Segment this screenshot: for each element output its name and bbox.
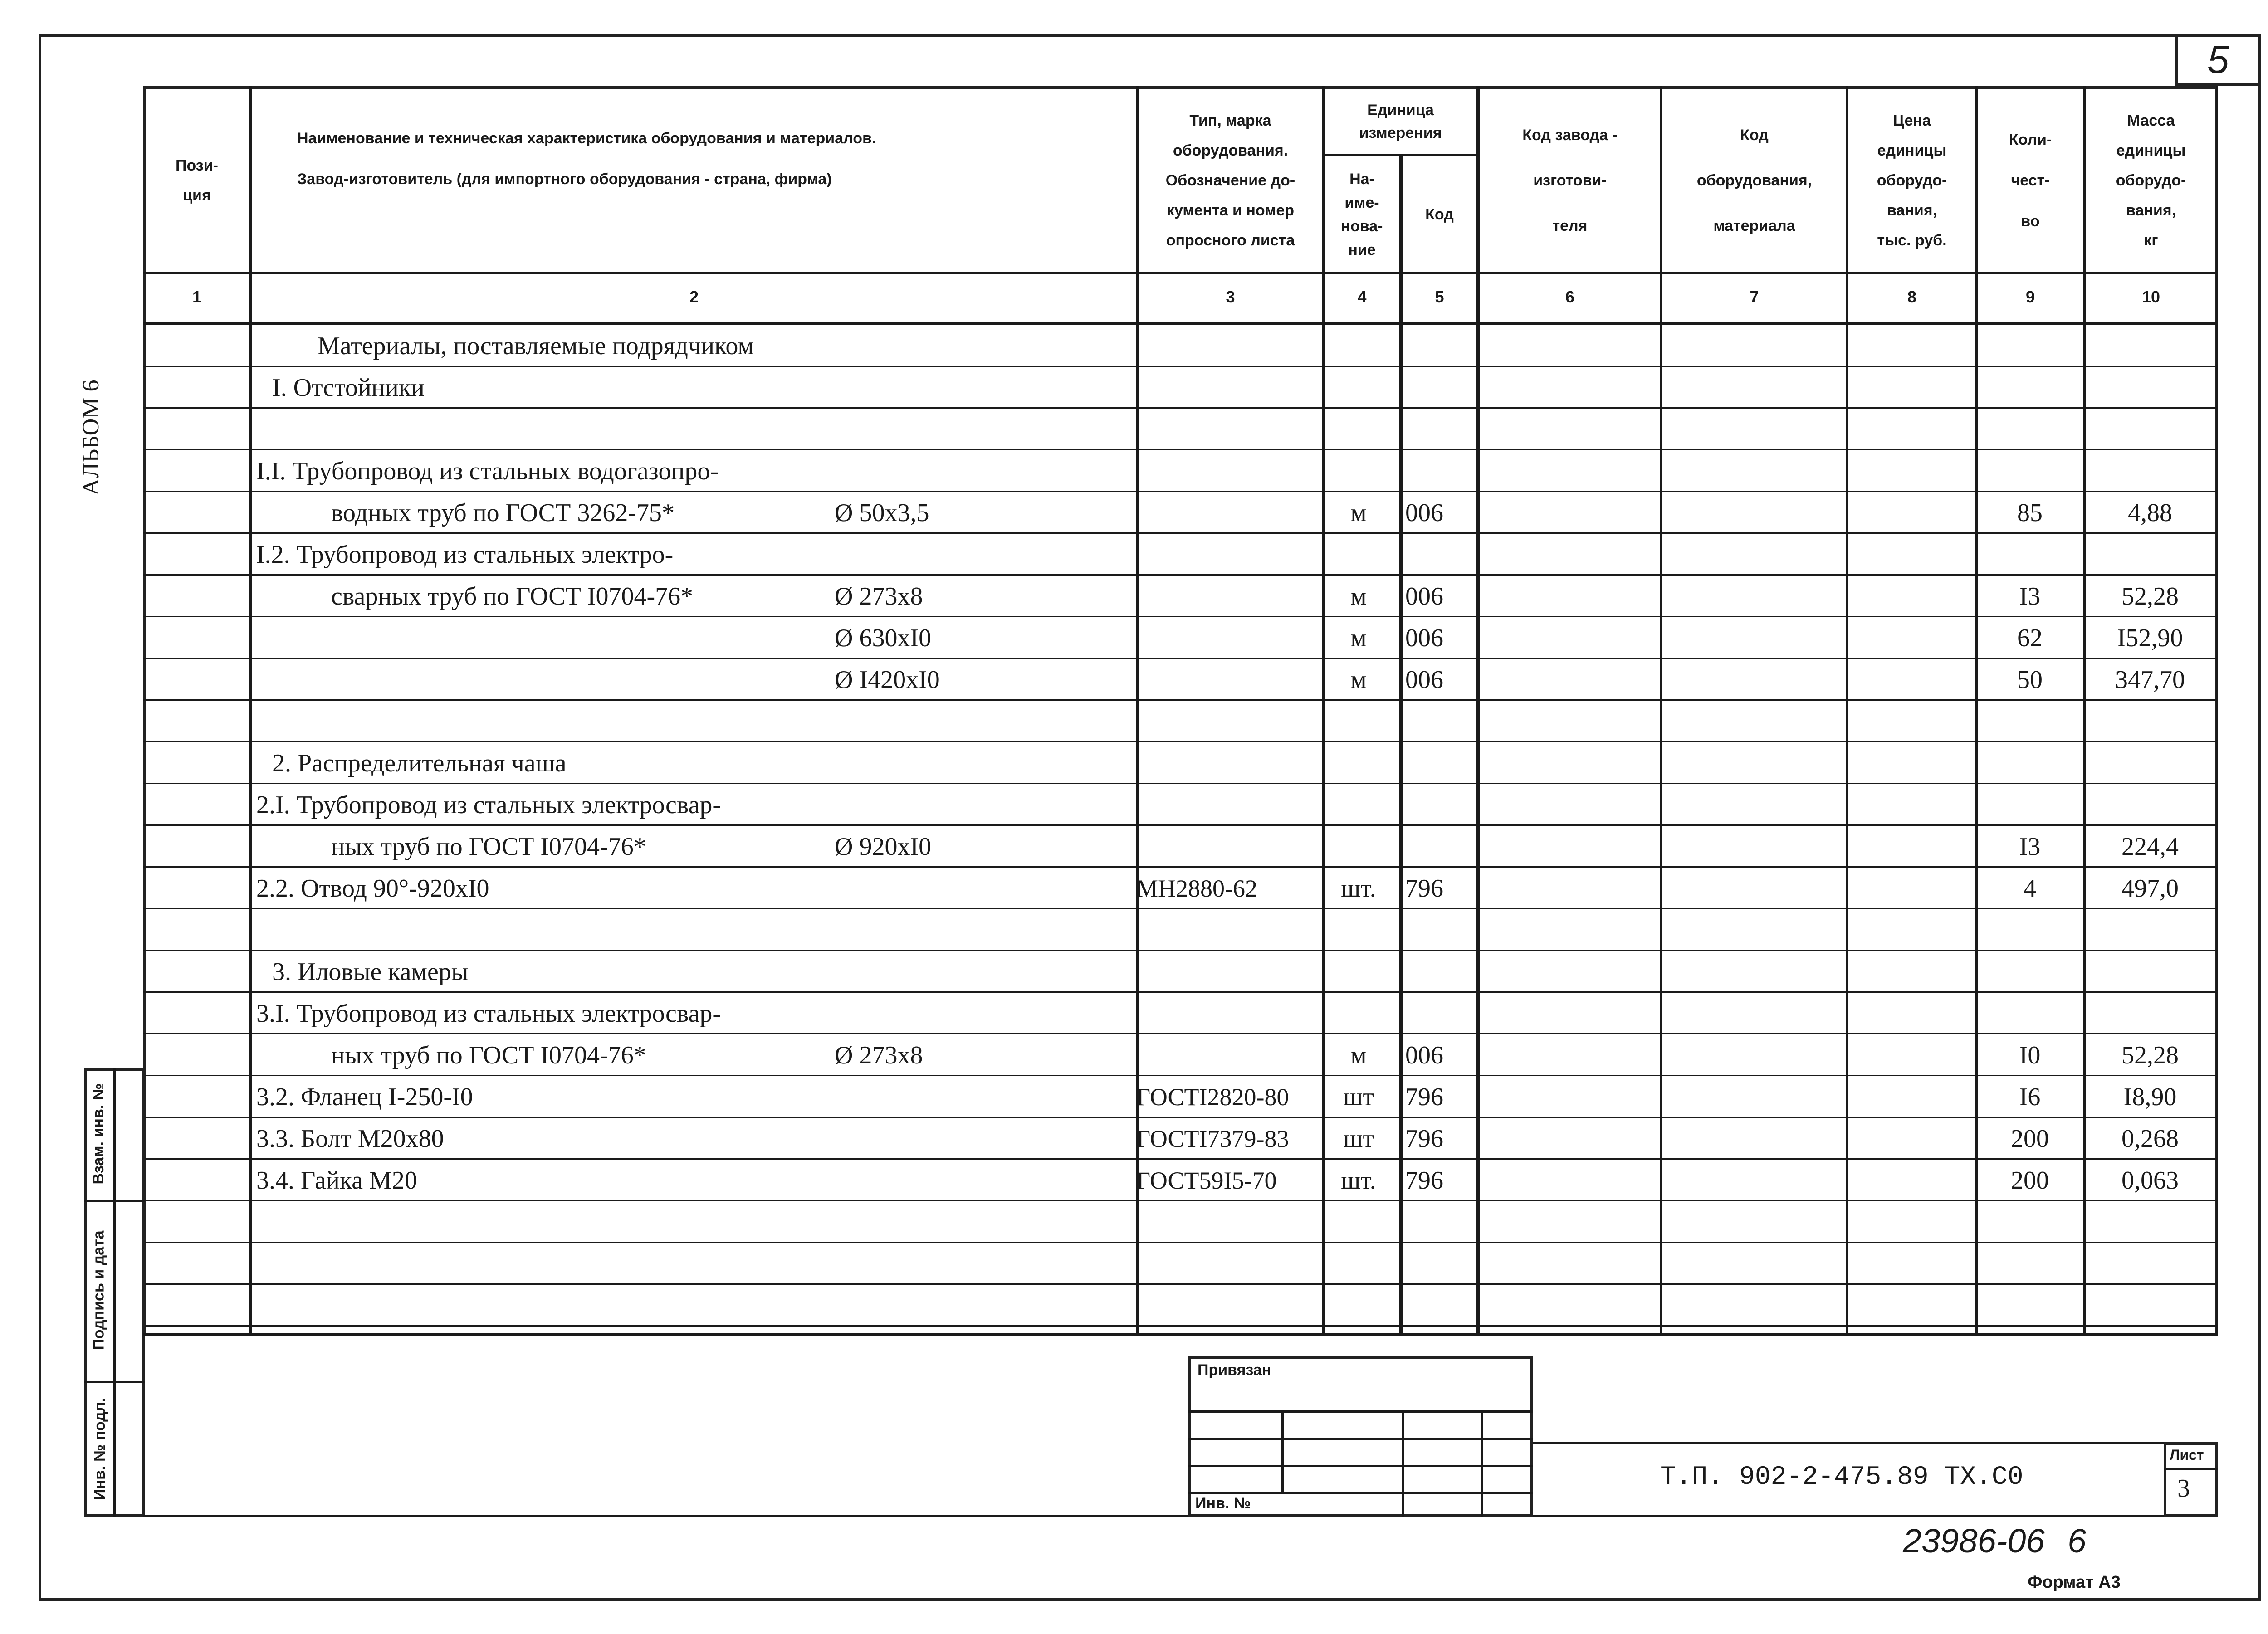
item-type	[1136, 534, 1315, 576]
item-unit-code	[1402, 1243, 1474, 1285]
item-unit	[1322, 993, 1395, 1034]
item-mass: 497,0	[2121, 874, 2179, 902]
table-row	[0, 742, 2268, 784]
item-unit-code: 006	[1405, 582, 1443, 610]
item-type	[1136, 617, 1315, 659]
item-unit-code	[1402, 409, 1474, 450]
item-mass	[2084, 1285, 2216, 1327]
item-mass	[2084, 701, 2216, 742]
item-unit	[1322, 450, 1395, 492]
item-unit-code: 006	[1405, 624, 1443, 652]
item-unit-code: 796	[1405, 874, 1443, 902]
item-dimension	[835, 951, 1125, 993]
item-name: 2. Распределительная чаша	[272, 749, 567, 777]
colnum-5: 5	[1435, 288, 1444, 306]
item-unit	[1322, 701, 1395, 742]
item-type	[1136, 450, 1315, 492]
item-mass: 52,28	[2121, 582, 2179, 610]
item-unit: м	[1350, 1041, 1367, 1069]
item-name: водных труб по ГОСТ 3262-75*	[331, 499, 675, 527]
item-type	[1136, 784, 1315, 826]
item-unit-code	[1402, 534, 1474, 576]
table-row	[0, 701, 2268, 742]
item-unit: шт	[1343, 1125, 1374, 1153]
item-mass: I8,90	[2123, 1083, 2177, 1111]
item-mass	[2084, 993, 2216, 1034]
item-name: 3. Иловые камеры	[272, 958, 469, 986]
item-dimension: Ø 273х8	[835, 582, 923, 610]
format-label: Формат А3	[2028, 1573, 2121, 1592]
item-type	[1136, 909, 1315, 951]
header-factory-code: Код завода - изготови- теля	[1522, 126, 1618, 234]
signature-date-label: Подпись и дата	[90, 1230, 107, 1350]
item-dimension	[835, 1285, 1125, 1327]
item-type	[1136, 1285, 1315, 1327]
item-dimension	[835, 450, 1125, 492]
header-unit-group: Единица измерения	[1359, 101, 1442, 141]
item-mass: 4,88	[2128, 499, 2172, 527]
table-row	[0, 534, 2268, 576]
item-type	[1136, 951, 1315, 993]
item-name: ных труб по ГОСТ I0704-76*	[331, 833, 646, 861]
item-mass	[2084, 450, 2216, 492]
item-name: 3.I. Трубопровод из стальных электросвар-	[256, 1000, 721, 1028]
item-unit	[1322, 909, 1395, 951]
table-row	[0, 325, 2268, 367]
header-name	[252, 88, 1136, 272]
bottom-stamp-bottom	[143, 1515, 2218, 1517]
item-unit-code	[1402, 450, 1474, 492]
item-dimension	[835, 1076, 1125, 1118]
item-mass	[2084, 951, 2216, 993]
document-code: Т.П. 902-2-475.89 ТХ.С0	[1660, 1463, 2024, 1492]
side-stamp-line-1	[84, 1200, 145, 1202]
item-mass	[2084, 742, 2216, 784]
header-name-line1: Наименование и техническая характеристика оборудования и материалов.	[297, 130, 876, 147]
item-mass: 347,70	[2115, 666, 2185, 694]
item-name: 3.3. Болт М20х80	[256, 1125, 444, 1153]
item-dimension	[835, 909, 1125, 951]
item-unit-code	[1402, 367, 1474, 409]
title-block-line	[1533, 1442, 2218, 1444]
table-row	[0, 1243, 2268, 1285]
item-unit-code	[1402, 826, 1474, 868]
item-unit: м	[1350, 666, 1367, 694]
table-row	[0, 367, 2268, 409]
item-type	[1136, 1243, 1315, 1285]
table-row	[0, 951, 2268, 993]
item-type: ГОСТI2820-80	[1136, 1083, 1289, 1111]
item-type	[1136, 492, 1315, 534]
item-name: 2.I. Трубопровод из стальных электросвар-	[256, 791, 721, 819]
item-quantity	[1978, 909, 2082, 951]
table-row	[0, 1285, 2268, 1327]
item-name: 3.2. Фланец I-250-I0	[256, 1083, 473, 1111]
item-quantity: 85	[2017, 499, 2043, 527]
privyazan-label: Привязан	[1198, 1361, 1271, 1379]
album-label: АЛЬБОМ 6	[78, 380, 104, 496]
item-mass	[2084, 367, 2216, 409]
item-unit-code	[1402, 784, 1474, 826]
table-row	[0, 993, 2268, 1034]
item-type	[1136, 826, 1315, 868]
colnum-6: 6	[1565, 288, 1575, 306]
item-unit: м	[1350, 499, 1367, 527]
item-unit-code	[1402, 951, 1474, 993]
item-type	[1136, 993, 1315, 1034]
item-quantity: 50	[2017, 666, 2043, 694]
item-type	[1136, 325, 1315, 367]
item-unit-code: 006	[1405, 1041, 1443, 1069]
item-quantity	[1978, 742, 2082, 784]
item-dimension	[835, 1118, 1125, 1160]
item-type	[1136, 701, 1315, 742]
table-row	[0, 826, 2268, 868]
item-quantity	[1978, 784, 2082, 826]
item-quantity	[1978, 450, 2082, 492]
item-type	[1136, 1034, 1315, 1076]
item-unit: шт.	[1341, 874, 1376, 902]
item-quantity	[1978, 534, 2082, 576]
item-unit-code	[1402, 909, 1474, 951]
item-mass	[2084, 1243, 2216, 1285]
item-name: I. Отстойники	[272, 374, 425, 402]
item-unit	[1322, 1243, 1395, 1285]
item-unit-code: 796	[1405, 1125, 1443, 1153]
colnum-2: 2	[689, 288, 699, 306]
colnum-10: 10	[2141, 288, 2160, 306]
item-dimension	[835, 993, 1125, 1034]
vzam-inv-label: Взам. инв. №	[89, 1083, 107, 1185]
table-row	[0, 868, 2268, 909]
colnum-9: 9	[2025, 288, 2035, 306]
table-row	[0, 909, 2268, 951]
item-quantity: I0	[2019, 1041, 2041, 1069]
sheet-label: Лист	[2170, 1447, 2204, 1463]
header-unit-price: Цена единицы оборудо- вания, тыс. руб.	[1877, 112, 1947, 249]
item-quantity: I3	[2019, 582, 2041, 610]
item-type	[1136, 659, 1315, 701]
item-quantity	[1978, 367, 2082, 409]
item-mass: 0,063	[2121, 1166, 2179, 1195]
item-mass: 224,4	[2121, 833, 2179, 861]
header-unit-name: На- име- нова- ние	[1341, 170, 1383, 259]
item-unit	[1322, 1285, 1395, 1327]
item-unit-code: 006	[1405, 666, 1443, 694]
header-unit-mass: Масса единицы оборудо- вания, кг	[2116, 112, 2186, 249]
item-dimension: Ø 920хI0	[835, 833, 932, 861]
header-unit-code: Код	[1425, 205, 1454, 223]
privyazan-col-3	[1481, 1410, 1483, 1517]
item-dimension	[835, 1160, 1125, 1201]
item-mass	[2084, 909, 2216, 951]
item-dimension	[835, 367, 1125, 409]
item-dimension	[835, 1243, 1125, 1285]
item-unit: шт	[1343, 1083, 1374, 1111]
item-unit: шт.	[1341, 1166, 1376, 1195]
item-quantity	[1978, 1243, 2082, 1285]
item-unit	[1322, 1201, 1395, 1243]
item-unit	[1322, 325, 1395, 367]
item-name: 2.2. Отвод 90°-920хI0	[256, 874, 489, 902]
item-dimension	[835, 409, 1125, 450]
header-name-line2: Завод-изготовитель (для импортного оборудования - страна, фирма)	[297, 171, 832, 188]
item-unit	[1322, 367, 1395, 409]
item-unit-code: 796	[1405, 1083, 1443, 1111]
inv-original-label: Инв. № подл.	[91, 1398, 108, 1500]
privyazan-col-1	[1281, 1410, 1284, 1492]
side-stamp-divider	[113, 1068, 116, 1517]
header-position: Пози- ция	[176, 156, 218, 204]
item-mass: I52,90	[2117, 624, 2183, 652]
item-type	[1136, 742, 1315, 784]
colnum-8: 8	[1907, 288, 1917, 306]
item-unit: м	[1350, 582, 1367, 610]
item-type	[1136, 367, 1315, 409]
item-unit	[1322, 409, 1395, 450]
item-unit-code	[1402, 1285, 1474, 1327]
header-equipment-code: Код оборудования, материала	[1696, 126, 1812, 234]
inv-no-label: Инв. №	[1195, 1495, 1251, 1512]
table-row	[0, 1034, 2268, 1076]
table-row	[0, 1118, 2268, 1160]
item-dimension: Ø I420хI0	[835, 666, 940, 694]
item-type: ГОСТI7379-83	[1136, 1125, 1289, 1152]
item-unit	[1322, 534, 1395, 576]
item-dimension	[835, 534, 1125, 576]
colnum-1: 1	[192, 288, 202, 306]
table-row	[0, 576, 2268, 617]
item-name: Материалы, поставляемые подрядчиком	[318, 332, 754, 360]
archive-number	[1903, 1522, 2086, 1560]
item-unit-code	[1402, 1201, 1474, 1243]
table-row	[0, 492, 2268, 534]
item-mass	[2084, 534, 2216, 576]
item-quantity	[1978, 993, 2082, 1034]
table-row	[0, 784, 2268, 826]
item-quantity: I6	[2019, 1083, 2041, 1111]
item-quantity	[1978, 325, 2082, 367]
item-mass	[2084, 409, 2216, 450]
sheet-number: 3	[2177, 1474, 2190, 1502]
item-dimension: Ø 273х8	[835, 1041, 923, 1069]
item-type: МН2880-62	[1136, 875, 1257, 902]
item-unit	[1322, 784, 1395, 826]
table-row	[0, 1076, 2268, 1118]
item-quantity	[1978, 409, 2082, 450]
sheet-box-divider	[2164, 1468, 2218, 1470]
header-quantity: Коли- чест- во	[2009, 131, 2052, 230]
colnum-3: 3	[1226, 288, 1235, 306]
item-unit-code	[1402, 993, 1474, 1034]
table-row	[0, 617, 2268, 659]
item-unit: м	[1350, 624, 1367, 652]
item-quantity: I3	[2019, 833, 2041, 861]
item-unit-code: 006	[1405, 499, 1443, 527]
item-dimension	[835, 701, 1125, 742]
item-quantity: 62	[2017, 624, 2043, 652]
archive-number-main: 23986-06	[1903, 1522, 2045, 1560]
item-name: ных труб по ГОСТ I0704-76*	[331, 1041, 646, 1069]
item-unit-code	[1402, 742, 1474, 784]
header-type: Тип, марка оборудования. Обозначение до- кумента и номер опросного листа	[1165, 112, 1295, 249]
item-mass	[2084, 1201, 2216, 1243]
item-unit	[1322, 742, 1395, 784]
table-row	[0, 659, 2268, 701]
item-type: ГОСТ59I5-70	[1136, 1167, 1277, 1194]
item-quantity	[1978, 701, 2082, 742]
item-quantity: 200	[2011, 1166, 2049, 1195]
item-unit	[1322, 826, 1395, 868]
table-row	[0, 1160, 2268, 1201]
item-dimension	[835, 742, 1125, 784]
item-dimension	[835, 325, 1125, 367]
item-dimension	[835, 1201, 1125, 1243]
item-type	[1136, 409, 1315, 450]
item-dimension: Ø 50х3,5	[835, 499, 929, 527]
item-mass	[2084, 325, 2216, 367]
table-row	[0, 409, 2268, 450]
item-quantity: 200	[2011, 1125, 2049, 1153]
table-row	[0, 450, 2268, 492]
privyazan-col-2	[1402, 1410, 1404, 1517]
item-dimension: Ø 630хI0	[835, 624, 932, 652]
item-type	[1136, 576, 1315, 617]
bottom-stamp-top	[143, 1333, 2218, 1336]
item-name: I.2. Трубопровод из стальных электро-	[256, 541, 674, 569]
item-quantity	[1978, 1201, 2082, 1243]
item-unit-code	[1402, 701, 1474, 742]
colnum-7: 7	[1750, 288, 1759, 306]
item-mass: 0,268	[2121, 1125, 2179, 1153]
table-row	[0, 1201, 2268, 1243]
item-quantity: 4	[2024, 874, 2036, 902]
item-name: I.I. Трубопровод из стальных водогазопро-	[256, 457, 719, 485]
archive-number-suffix: 6	[2068, 1522, 2087, 1560]
item-name: сварных труб по ГОСТ I0704-76*	[331, 582, 694, 610]
page-number: 5	[2207, 38, 2229, 82]
item-unit-code	[1402, 325, 1474, 367]
item-dimension	[835, 784, 1125, 826]
item-name: 3.4. Гайка М20	[256, 1166, 417, 1195]
item-quantity	[1978, 1285, 2082, 1327]
item-mass	[2084, 784, 2216, 826]
colnum-divider	[143, 322, 2218, 325]
item-mass: 52,28	[2121, 1041, 2179, 1069]
item-unit-code: 796	[1405, 1166, 1443, 1195]
item-dimension	[835, 868, 1125, 909]
item-unit	[1322, 951, 1395, 993]
item-type	[1136, 1201, 1315, 1243]
page-number-box	[2175, 34, 2261, 86]
item-quantity	[1978, 951, 2082, 993]
colnum-4: 4	[1357, 288, 1367, 306]
